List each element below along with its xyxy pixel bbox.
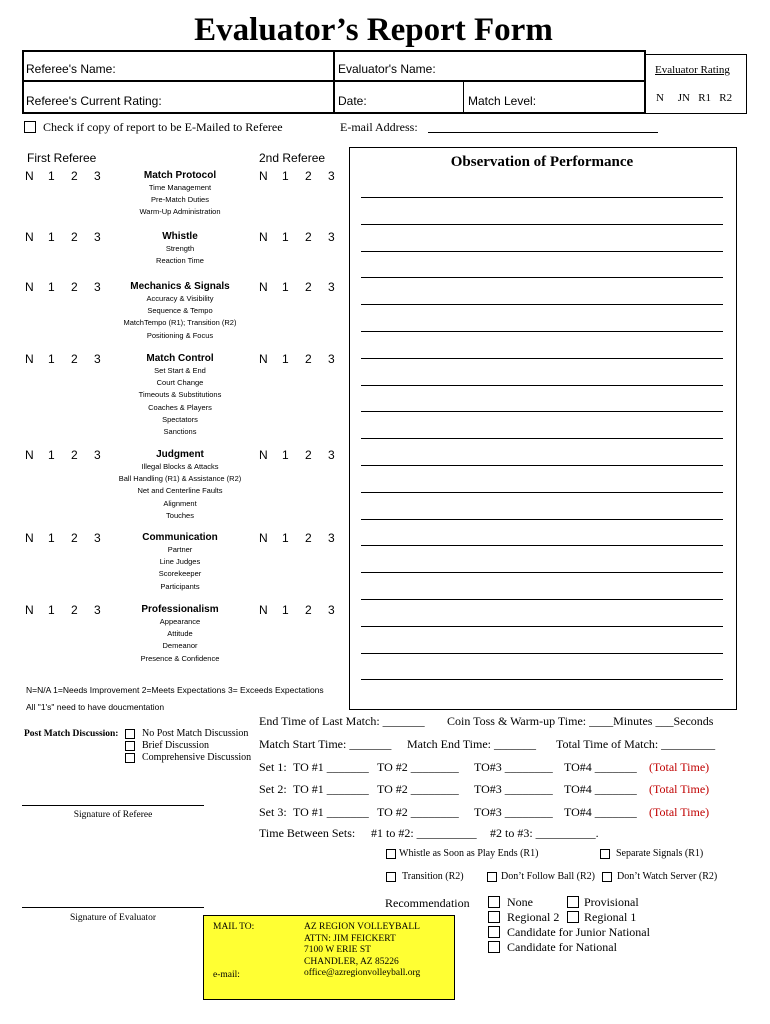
rating-option[interactable]: 1 xyxy=(48,448,55,462)
category-item: Positioning & Focus xyxy=(146,330,214,340)
rec-national-label: Candidate for National xyxy=(507,940,617,954)
observation-title: Observation of Performance xyxy=(450,154,634,170)
second-referee-rating-scale[interactable] xyxy=(259,280,351,294)
observation-line[interactable] xyxy=(361,251,723,252)
observation-line[interactable] xyxy=(361,599,723,600)
timeout-field[interactable]: TO #1 _______ xyxy=(293,805,369,819)
match-start-field[interactable]: Match Start Time: _______ xyxy=(259,737,392,751)
evaluator-rating-label: Evaluator Rating xyxy=(655,64,730,76)
category-item: MatchTempo (R1); Transition (R2) xyxy=(123,318,237,328)
observation-line[interactable] xyxy=(361,465,723,466)
rating-option[interactable]: 1 xyxy=(282,448,289,462)
rating-option[interactable]: N xyxy=(259,169,268,183)
recommendation-label: Recommendation xyxy=(385,896,470,910)
separate-signals-checkbox[interactable] xyxy=(600,849,610,859)
rating-option[interactable]: 3 xyxy=(328,531,335,545)
rating-option[interactable]: N xyxy=(259,531,268,545)
category-item: Net and Centerline Faults xyxy=(137,486,223,496)
rating-option[interactable]: 2 xyxy=(305,280,312,294)
observation-line[interactable] xyxy=(361,572,723,573)
scale-legend: N=N/A 1=Needs Improvement 2=Meets Expectations 3= Exceeds Expectations xyxy=(26,685,324,695)
evaluator-rating-options[interactable] xyxy=(656,92,732,104)
match-end-field[interactable]: Match End Time: _______ xyxy=(407,737,537,751)
referee-signature-label: Signature of Referee xyxy=(73,810,153,820)
rating-option-r2[interactable]: R2 xyxy=(719,92,733,104)
header-col-divider-2 xyxy=(463,82,464,112)
brief-discussion-checkbox[interactable] xyxy=(125,741,135,751)
no-discussion-label: No Post Match Discussion xyxy=(142,728,249,739)
rating-option[interactable]: 3 xyxy=(94,603,101,617)
whistle-soon-checkbox[interactable] xyxy=(386,849,396,859)
category-item: Reaction Time xyxy=(156,256,204,266)
rating-option[interactable]: 1 xyxy=(282,169,289,183)
rating-option[interactable]: 2 xyxy=(71,448,78,462)
referee-signature-line[interactable] xyxy=(22,805,204,806)
rating-option[interactable]: N xyxy=(259,352,268,366)
date-field[interactable]: Date: xyxy=(338,94,367,108)
current-rating-field[interactable]: Referee's Current Rating: xyxy=(26,94,162,108)
observation-line[interactable] xyxy=(361,358,723,359)
category-item: Warm-Up Administration xyxy=(139,207,221,217)
second-referee-rating-scale[interactable] xyxy=(259,531,351,545)
rating-option[interactable]: 2 xyxy=(305,352,312,366)
observation-line[interactable] xyxy=(361,304,723,305)
observation-line[interactable] xyxy=(361,545,723,546)
no-discussion-checkbox[interactable] xyxy=(125,729,135,739)
observation-line[interactable] xyxy=(361,411,723,412)
category-title: Match Control xyxy=(146,353,214,364)
mail-email-link[interactable]: office@azregionvolleyball.org xyxy=(304,968,421,978)
comprehensive-discussion-checkbox[interactable] xyxy=(125,753,135,763)
category-item: Illegal Blocks & Attacks xyxy=(141,462,219,471)
category-title: Mechanics & Signals xyxy=(130,281,230,292)
second-referee-rating-scale[interactable] xyxy=(259,169,351,183)
timeout-field[interactable]: TO#4 _______ xyxy=(564,782,637,796)
observation-line[interactable] xyxy=(361,492,723,493)
email-copy-checkbox[interactable] xyxy=(24,121,36,133)
timeout-field[interactable]: TO#4 _______ xyxy=(564,805,637,819)
between-2-3-field[interactable]: #2 to #3: __________. xyxy=(490,826,599,840)
evaluator-rating-box xyxy=(645,54,747,114)
rating-option[interactable]: 3 xyxy=(94,531,101,545)
rating-option[interactable]: 2 xyxy=(71,280,78,294)
between-1-2-field[interactable]: #1 to #2: __________ xyxy=(371,826,477,840)
mail-line: ATTN: JIM FEICKERT xyxy=(304,933,396,944)
category-item: Strength xyxy=(165,244,195,253)
rating-option[interactable]: 1 xyxy=(48,230,55,244)
rec-provisional-checkbox[interactable] xyxy=(567,896,579,908)
category-item: Scorekeeper xyxy=(158,569,202,579)
timeout-field[interactable]: TO #2 ________ xyxy=(377,805,459,819)
rating-option[interactable]: 1 xyxy=(48,169,55,183)
rating-option[interactable]: N xyxy=(259,280,268,294)
rating-option[interactable]: N xyxy=(259,230,268,244)
set-label: Set 2: xyxy=(259,782,287,796)
rating-option[interactable]: N xyxy=(259,603,268,617)
timeout-field[interactable]: TO#4 _______ xyxy=(564,760,637,774)
category-title: Professionalism xyxy=(141,604,219,615)
rating-option[interactable]: N xyxy=(259,448,268,462)
category-item: Spectators xyxy=(162,414,198,424)
rec-regional1-label: Regional 1 xyxy=(584,910,637,924)
set-total-time: (Total Time) xyxy=(649,805,710,819)
header-col-divider xyxy=(333,50,335,112)
evaluator-signature-line[interactable] xyxy=(22,907,204,908)
rec-junior-national-label: Candidate for Junior National xyxy=(507,925,650,939)
rec-national-checkbox[interactable] xyxy=(488,941,500,953)
set-label: Set 3: xyxy=(259,805,287,819)
rating-option[interactable]: 3 xyxy=(328,448,335,462)
category-title: Judgment xyxy=(156,449,204,460)
rating-option[interactable]: 2 xyxy=(71,531,78,545)
timeout-field[interactable]: TO #1 _______ xyxy=(293,760,369,774)
observation-line[interactable] xyxy=(361,653,723,654)
rating-option[interactable]: 1 xyxy=(282,230,289,244)
timeout-field[interactable]: TO#3 ________ xyxy=(474,805,553,819)
rec-none-label: None xyxy=(507,895,533,909)
rating-option[interactable]: 2 xyxy=(71,603,78,617)
observation-line[interactable] xyxy=(361,679,723,680)
category-title: Communication xyxy=(142,532,218,543)
evaluator-name-field[interactable]: Evaluator's Name: xyxy=(338,62,436,76)
timeout-field[interactable]: TO#3 ________ xyxy=(474,760,553,774)
observation-line[interactable] xyxy=(361,385,723,386)
rating-option[interactable]: 2 xyxy=(305,448,312,462)
category-item: Sanctions xyxy=(163,427,197,436)
mail-line: AZ REGION VOLLEYBALL xyxy=(304,922,420,932)
mail-line: CHANDLER, AZ 85226 xyxy=(304,956,399,967)
email-address-label: E-mail Address: xyxy=(340,120,418,134)
rating-option[interactable]: 3 xyxy=(328,352,335,366)
dont-follow-label: Don’t Follow Ball (R2) xyxy=(501,871,595,882)
timeout-field[interactable]: TO #2 ________ xyxy=(377,760,459,774)
set-total-time: (Total Time) xyxy=(649,760,710,774)
rating-option-jn[interactable]: JN xyxy=(677,92,690,104)
set-label: Set 1: xyxy=(259,760,287,774)
rating-option[interactable]: 2 xyxy=(305,169,312,183)
set-total-time: (Total Time) xyxy=(649,782,710,796)
end-time-field[interactable]: End Time of Last Match: _______ xyxy=(259,714,425,728)
rating-option[interactable]: N xyxy=(25,352,34,366)
category-item: Ball Handling (R1) & Assistance (R2) xyxy=(118,474,242,484)
observation-line[interactable] xyxy=(361,197,723,198)
rating-option[interactable]: 2 xyxy=(305,230,312,244)
category-item: Line Judges xyxy=(159,557,201,567)
rec-regional2-label: Regional 2 xyxy=(507,910,560,924)
rating-option[interactable]: N xyxy=(25,531,34,545)
rating-option[interactable]: 3 xyxy=(94,448,101,462)
rating-option[interactable]: 1 xyxy=(282,280,289,294)
total-time-field[interactable]: Total Time of Match: _________ xyxy=(556,737,716,751)
rec-none-checkbox[interactable] xyxy=(488,896,500,908)
timeout-field[interactable]: TO #2 ________ xyxy=(377,782,459,796)
category-item: Appearance xyxy=(159,617,201,626)
rating-option[interactable]: 1 xyxy=(48,603,55,617)
email-copy-label: Check if copy of report to be E-Mailed to Referee xyxy=(43,120,283,134)
rating-option[interactable]: 1 xyxy=(282,352,289,366)
rating-option[interactable]: 1 xyxy=(48,280,55,294)
mail-address xyxy=(304,922,420,980)
rec-provisional-label: Provisional xyxy=(584,895,639,909)
mail-email-label: e-mail: xyxy=(213,970,240,980)
dont-watch-label: Don’t Watch Server (R2) xyxy=(617,871,718,882)
rating-option[interactable]: 3 xyxy=(94,352,101,366)
rating-option[interactable]: 1 xyxy=(282,531,289,545)
rec-regional2-checkbox[interactable] xyxy=(488,911,500,923)
first-referee-header: First Referee xyxy=(27,151,97,165)
whistle-soon-label: Whistle as Soon as Play Ends (R1) xyxy=(399,848,539,859)
brief-discussion-label: Brief Discussion xyxy=(142,740,209,751)
rating-option-n[interactable]: N xyxy=(656,92,664,104)
rating-option[interactable]: 3 xyxy=(94,280,101,294)
rec-junior-national-checkbox[interactable] xyxy=(488,926,500,938)
rating-option[interactable]: 3 xyxy=(94,230,101,244)
dont-watch-checkbox[interactable] xyxy=(602,872,612,882)
rec-regional1-checkbox[interactable] xyxy=(567,911,579,923)
second-referee-rating-scale[interactable] xyxy=(259,352,351,366)
rating-option[interactable]: 1 xyxy=(282,603,289,617)
rating-option[interactable]: N xyxy=(25,448,34,462)
category-item: Set Start & End xyxy=(154,366,206,375)
category-item: Participants xyxy=(160,581,200,591)
dont-follow-checkbox[interactable] xyxy=(487,872,497,882)
transition-checkbox[interactable] xyxy=(386,872,396,882)
category-item: Touches xyxy=(166,510,194,520)
category-item: Presence & Confidence xyxy=(140,653,220,663)
evaluator-signature-label: Signature of Evaluator xyxy=(69,913,156,923)
category-title: Match Protocol xyxy=(143,170,217,181)
category-item: Court Change xyxy=(156,378,204,388)
rating-option[interactable]: 2 xyxy=(71,352,78,366)
category-item: Demeanor xyxy=(162,641,198,651)
rating-option[interactable]: 1 xyxy=(48,531,55,545)
comprehensive-discussion-label: Comprehensive Discussion xyxy=(142,752,252,763)
observation-line[interactable] xyxy=(361,626,723,627)
category-item: Coaches & Players xyxy=(148,402,212,412)
category-item: Alignment xyxy=(163,498,197,508)
separate-signals-label: Separate Signals (R1) xyxy=(616,848,704,859)
match-level-field[interactable]: Match Level: xyxy=(468,94,537,108)
second-referee-rating-scale[interactable] xyxy=(259,448,351,462)
second-referee-header: 2nd Referee xyxy=(259,151,326,165)
transition-label: Transition (R2) xyxy=(402,871,464,882)
rating-option[interactable]: 3 xyxy=(328,230,335,244)
category-item: Accuracy & Visibility xyxy=(146,294,214,303)
rating-option[interactable]: 2 xyxy=(71,230,78,244)
rating-option[interactable]: N xyxy=(25,280,34,294)
second-referee-rating-scale[interactable] xyxy=(259,230,351,244)
page-title: Evaluator’s Report Form xyxy=(194,12,553,48)
coin-toss-field[interactable]: Coin Toss & Warm-up Time: ____Minutes ___Seconds xyxy=(447,714,714,728)
observation-line[interactable] xyxy=(361,438,723,439)
rating-option[interactable]: 3 xyxy=(328,169,335,183)
referee-name-field[interactable]: Referee's Name: xyxy=(26,62,116,76)
category-item: Timeouts & Substitutions xyxy=(138,390,222,400)
time-between-sets-label: Time Between Sets: xyxy=(259,826,356,840)
rating-option[interactable]: 3 xyxy=(328,603,335,617)
rating-option-r1[interactable]: R1 xyxy=(698,92,712,104)
second-referee-rating-scale[interactable] xyxy=(259,603,351,617)
rating-option[interactable]: 2 xyxy=(71,169,78,183)
email-address-input[interactable] xyxy=(428,132,658,133)
observation-line[interactable] xyxy=(361,331,723,332)
category-item: Pre-Match Duties xyxy=(151,195,209,205)
rating-option[interactable]: 3 xyxy=(328,280,335,294)
category-item: Attitude xyxy=(167,629,193,639)
observation-line[interactable] xyxy=(361,224,723,225)
rating-option[interactable]: N xyxy=(25,230,34,244)
observation-line[interactable] xyxy=(361,277,723,278)
timeout-field[interactable]: TO#3 ________ xyxy=(474,782,553,796)
observation-line[interactable] xyxy=(361,519,723,520)
category-item: Partner xyxy=(167,545,193,554)
mail-to-label: MAIL TO: xyxy=(213,922,255,932)
timeout-field[interactable]: TO #1 _______ xyxy=(293,782,369,796)
scale-legend-note: All "1's" need to have doucmentation xyxy=(26,702,165,712)
mail-line: 7100 W ERIE ST xyxy=(304,945,371,955)
category-title: Whistle xyxy=(162,231,198,242)
category-item: Sequence & Tempo xyxy=(147,306,213,316)
rating-option[interactable]: 2 xyxy=(305,531,312,545)
category-item: Time Management xyxy=(148,183,212,192)
rating-option[interactable]: 3 xyxy=(94,169,101,183)
post-match-label: Post Match Discussion: xyxy=(24,729,119,739)
rating-option[interactable]: 1 xyxy=(48,352,55,366)
rating-option[interactable]: 2 xyxy=(305,603,312,617)
rating-option[interactable]: N xyxy=(25,169,34,183)
rating-option[interactable]: N xyxy=(25,603,34,617)
